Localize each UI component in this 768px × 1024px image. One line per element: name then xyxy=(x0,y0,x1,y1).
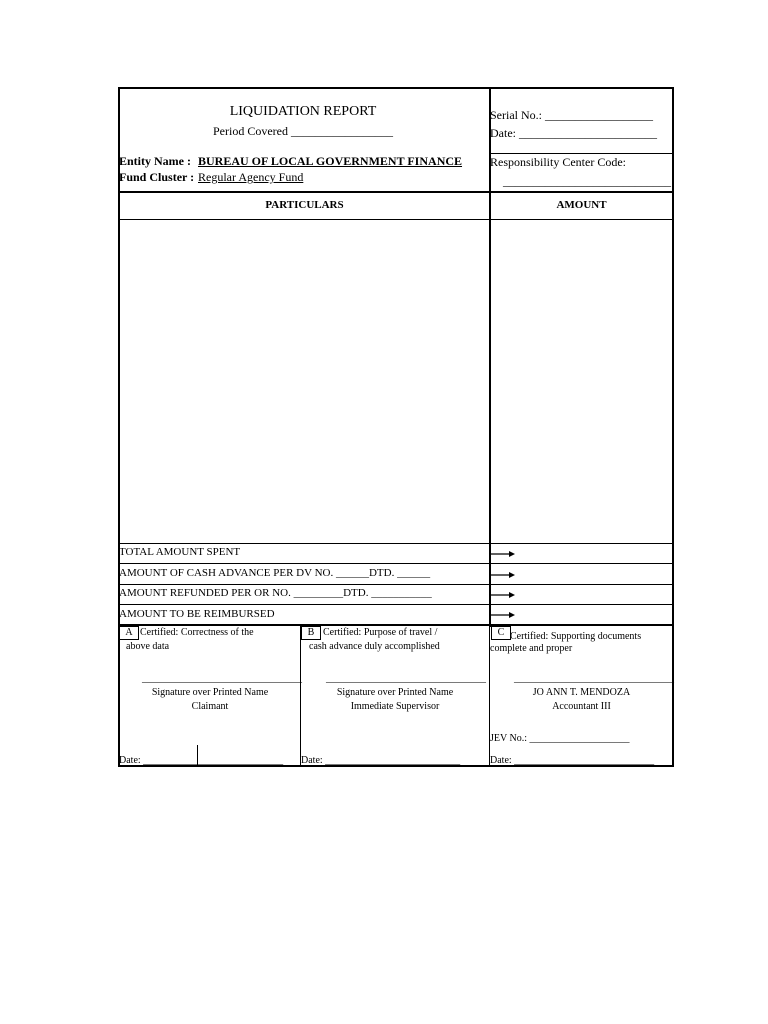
arrow-right-icon xyxy=(491,610,515,620)
cert-c-letter-box: C xyxy=(491,626,511,640)
cert-a-text-2: above data xyxy=(126,641,170,652)
cert-a-role: Claimant xyxy=(191,701,229,712)
cert-a-letter-box: A xyxy=(119,626,139,640)
cert-c-role: Accountant III xyxy=(552,701,611,712)
responsibility-center-label: Responsibility Center Code: xyxy=(490,155,626,169)
particulars-header: PARTICULARS xyxy=(265,199,344,211)
row-amount-reimbursed: AMOUNT TO BE REIMBURSED xyxy=(119,608,275,620)
cert-c-text-1: Certified: Supporting documents xyxy=(510,631,642,642)
arrow-right-icon xyxy=(491,570,515,580)
cert-b-text-2: cash advance duly accomplished xyxy=(309,641,440,652)
entity-name-value: BUREAU OF LOCAL GOVERNMENT FINANCE xyxy=(198,154,463,168)
cert-b-letter-box: B xyxy=(301,626,321,640)
amount-header: AMOUNT xyxy=(556,199,607,211)
cert-c-signatory-name: JO ANN T. MENDOZA xyxy=(532,687,631,698)
fund-cluster-value: Regular Agency Fund xyxy=(198,170,304,184)
rule-right-header xyxy=(489,153,674,154)
cert-c-signature-line[interactable]: ________________________________ xyxy=(514,673,674,684)
date-field[interactable]: Date: _______________________ xyxy=(490,126,657,140)
arrow-right-icon xyxy=(491,590,515,600)
frame-right xyxy=(672,87,674,767)
serial-no-field[interactable]: Serial No.: __________________ xyxy=(490,108,653,122)
row-amount-refunded[interactable]: AMOUNT REFUNDED PER OR NO. _________DTD. ___________ xyxy=(119,587,432,599)
row-cash-advance[interactable]: AMOUNT OF CASH ADVANCE PER DV NO. ______DTD. ______ xyxy=(119,567,431,579)
report-title: LIQUIDATION REPORT xyxy=(229,104,377,119)
frame-top xyxy=(118,87,674,89)
cert-a-text-1: Certified: Correctness of the xyxy=(140,627,254,638)
fund-cluster-label: Fund Cluster : xyxy=(119,170,195,184)
cert-b-signature-label: Signature over Printed Name xyxy=(336,687,454,698)
rule-row-4 xyxy=(118,624,674,626)
cert-b-date[interactable]: Date: ___________________________ xyxy=(301,755,461,766)
cert-a-signature-line[interactable]: ________________________________ xyxy=(142,673,302,684)
cert-b-role: Immediate Supervisor xyxy=(350,701,440,712)
cert-a-signature-label: Signature over Printed Name xyxy=(151,687,269,698)
cert-c-text-2: complete and proper xyxy=(490,643,573,654)
rule-header-bottom xyxy=(118,191,674,193)
jev-no-field[interactable]: JEV No.: ____________________ xyxy=(490,733,630,744)
rule-row-2 xyxy=(118,584,674,585)
rule-row-1 xyxy=(118,563,674,564)
responsibility-center-field[interactable]: ____________________________ xyxy=(503,174,671,188)
row-total-amount-spent: TOTAL AMOUNT SPENT xyxy=(119,546,241,558)
cert-b-signature-line[interactable]: ________________________________ xyxy=(326,673,486,684)
cert-a-date[interactable]: Date: ____________________________ xyxy=(119,755,284,766)
entity-name-label: Entity Name : xyxy=(119,154,191,168)
rule-body-bottom xyxy=(118,543,674,544)
arrow-right-icon xyxy=(491,549,515,559)
rule-row-3 xyxy=(118,604,674,605)
cert-c-date[interactable]: Date: ____________________________ xyxy=(490,755,655,766)
particulars-body[interactable] xyxy=(120,220,489,543)
period-covered[interactable]: Period Covered _________________ xyxy=(213,124,393,138)
amount-body[interactable] xyxy=(491,220,672,543)
cert-b-text-1: Certified: Purpose of travel / xyxy=(323,627,438,638)
